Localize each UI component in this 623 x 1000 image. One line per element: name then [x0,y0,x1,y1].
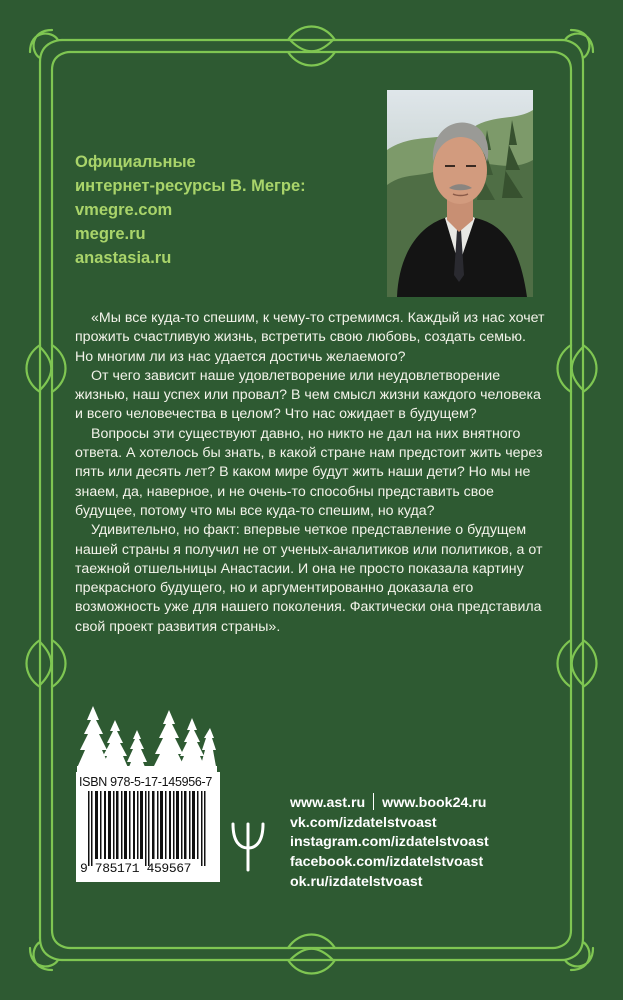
quote-paragraph-4: Удивительно, но факт: впервые четкое представление о будущем нашей страны я получил не от ученых-аналитиков или политиков, а от таежной отшельницы Анастасии. И она не просто показала картину прекрасного будущего, но и аргументированно доказала его возможность уже для нашего поколения. Фактически она представила свой проект развития страны». [75,522,543,635]
quote-paragraph-3: Вопросы эти существуют давно, но никто не дал на них внятного ответа. А хотелось бы знать, в какой стране нам предстоит жить через пять или десять лет? В каком мире будут жить наши дети? Но мы не знаем, да, наверное, и не очень-то способны представить свое будущее, потому что мы все куда-то спешим, но куда? [75,425,543,519]
back-cover-quote [75,309,545,637]
quote-paragraph-1: «Мы все куда-то спешим, к чему-то стремимся. Каждый из нас хочет прожить счастливую жизнь, встретить свою любовь, создать семью. Но многим ли из нас удается достичь желаемого? [75,310,545,365]
isbn-label: ISBN 978-5-17-145956-7 [79,775,213,789]
link-book24[interactable]: www.book24.ru [382,795,487,811]
separator [373,793,374,810]
quote-paragraph-2: От чего зависит наше удовлетворение или неудовлетворение жизнью, наш успех или провал? В чем смысл жизни каждого человека и всего человечества в целом? Что нас ожидает в будущем? [75,367,541,423]
link-ok[interactable]: ok.ru/izdatelstvoast [290,873,423,890]
author-portrait-icon [387,90,533,297]
links-heading-line1: Официальные [75,153,196,171]
link-megre[interactable]: megre.ru [75,225,146,243]
link-vmegre[interactable]: vmegre.com [75,201,173,219]
link-ast[interactable]: www.ast.ru [290,795,366,811]
official-links [75,150,306,270]
publisher-logo-icon [228,820,268,872]
barcode-box [76,772,220,882]
publisher-contacts [290,793,489,893]
link-facebook[interactable]: facebook.com/izdatelstvoast [290,854,484,871]
author-photo [387,90,533,297]
publisher-sites-row [290,793,489,814]
link-anastasia[interactable]: anastasia.ru [75,249,172,267]
forest-icon [77,706,217,776]
link-vk[interactable]: vk.com/izdatelstvoast [290,814,437,831]
barcode-number: 9 785171 459567 [80,861,192,876]
links-heading-line2: интернет-ресурсы В. Мегре: [75,177,306,195]
link-instagram[interactable]: instagram.com/izdatelstvoast [290,834,489,851]
